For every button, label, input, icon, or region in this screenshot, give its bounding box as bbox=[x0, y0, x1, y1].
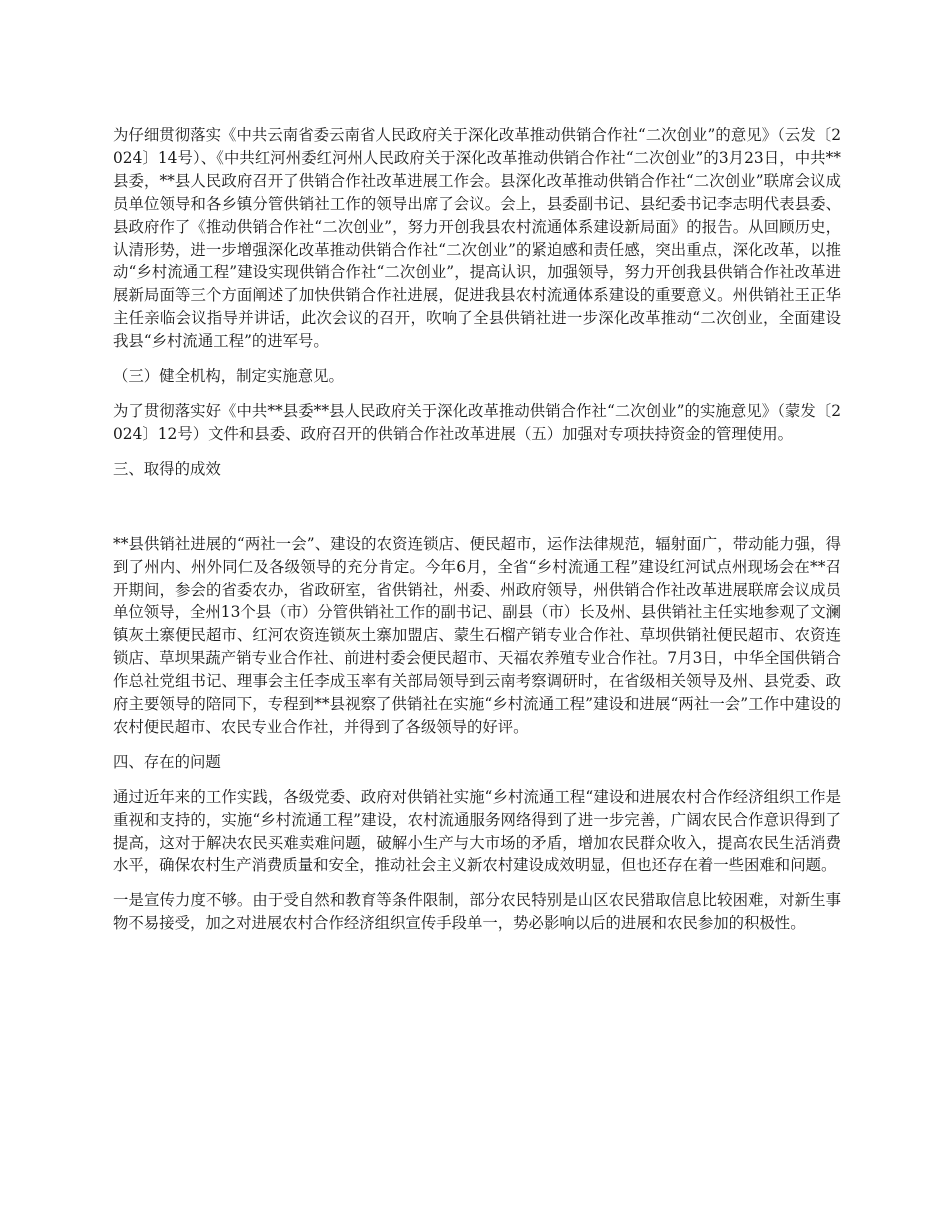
document-body bbox=[113, 124, 841, 947]
paragraph-problems-overview: 通过近年来的工作实践，各级党委、政府对供销社实施“乡村流通工程“建设和进展农村合作经济组织工作是重视和支持的，实施“乡村流通工程”建设，农村流通服务网络得到了进一步完善，广阔农民合作意识得到了提高，这对于解决农民买难卖难问题，破解小生产与大市场的矛盾，增加农民群众收入，提高农民生活消费水平，确保农村生产消费质量和安全，推动社会主义新农村建设成效明显，但也还存在着一些困难和问题。 bbox=[113, 787, 841, 875]
section-heading-jianquan: （三）健全机构，制定实施意见。 bbox=[113, 367, 344, 386]
paragraph-achievements: **县供销社进展的“两社一会”、建设的农资连锁店、便民超市，运作法律规范，辐射面广，带动能力强，得到了州内、州外同仁及各级领导的充分肯定。今年6月，全省“乡村流通工程”建设红河试点州现场会在**召开期间，参会的省委农办，省政研室，省供销社，州委、州政府领导，州供销合作社改革进展联席会议成员单位领导，全州13个县（市）分管供销社工作的副书记、副县（市）长及州、县供销社主任实地参观了文澜镇灰土寨便民超市、红河农资连锁灰土寨加盟店、蒙生石榴产销专业合作社、草坝供销社便民超市、农资连锁店、草坝果蔬产销专业合作社、前进村委会便民超市、天福农养殖专业合作社。7月3日，中华全国供销合作总社党组书记、理事会主任李成玉率有关部局领导到云南考察调研时，在省级相关领导及州、县党委、政府主要领导的陪同下，专程到**县视察了供销社在实施“乡村流通工程”建设和进展“两社一会”工作中建设的农村便民超市、农民专业合作社，并得到了各级领导的好评。 bbox=[113, 534, 841, 736]
paragraph-opening: 为仔细贯彻落实《中共云南省委云南省人民政府关于深化改革推动供销合作社“二次创业”的意见》（云发〔2024〕14号）、《中共红河州委红河州人民政府关于深化改革推动供销合作社“二次创业”的3月23日，中共**县委，**县人民政府召开了供销合作社改革进展工作会。县深化改革推动供销合作社“二次创业”联席会议成员单位领导和各乡镇分管供销社工作的领导出席了会议。会上，县委副书记、县纪委书记李志明代表县委、县政府作了《推动供销合作社“二次创业”，努力开创我县农村流通体系建设新局面》的报告。从回顾历史，认清形势，进一步增强深化改革推动供销合作社“二次创业”的紧迫感和责任感，突出重点，深化改革，以推动“乡村流通工程”建设实现供销合作社“二次创业”，提高认识，加强领导，努力开创我县供销合作社改革进展新局面等三个方面阐述了加快供销合作社进展，促进我县农村流通体系建设的重要意义。州供销社王正华主任亲临会议指导并讲话，此次会议的召开，吹响了全县供销社进一步深化改革推动“二次创业，全面建设我县“乡村流通工程”的进军号。 bbox=[113, 126, 841, 351]
blank-spacer bbox=[113, 493, 841, 533]
paragraph-problem-one: 一是宣传力度不够。由于受自然和教育等条件限制，部分农民特别是山区农民猎取信息比较困难，对新生事物不易接受，加之对进展农村合作经济组织宣传手段单一，势必影响以后的进展和农民参加的积极性。 bbox=[113, 891, 841, 933]
section-heading-problems: 四、存在的问题 bbox=[113, 752, 221, 771]
paragraph-implementation: 为了贯彻落实好《中共**县委**县人民政府关于深化改革推动供销合作社“二次创业”的实施意见》（蒙发〔2024〕12号）文件和县委、政府召开的供销合作社改革进展（五）加强对专项扶持资金的管理使用。 bbox=[113, 401, 841, 443]
section-heading-achievements: 三、取得的成效 bbox=[113, 459, 221, 478]
